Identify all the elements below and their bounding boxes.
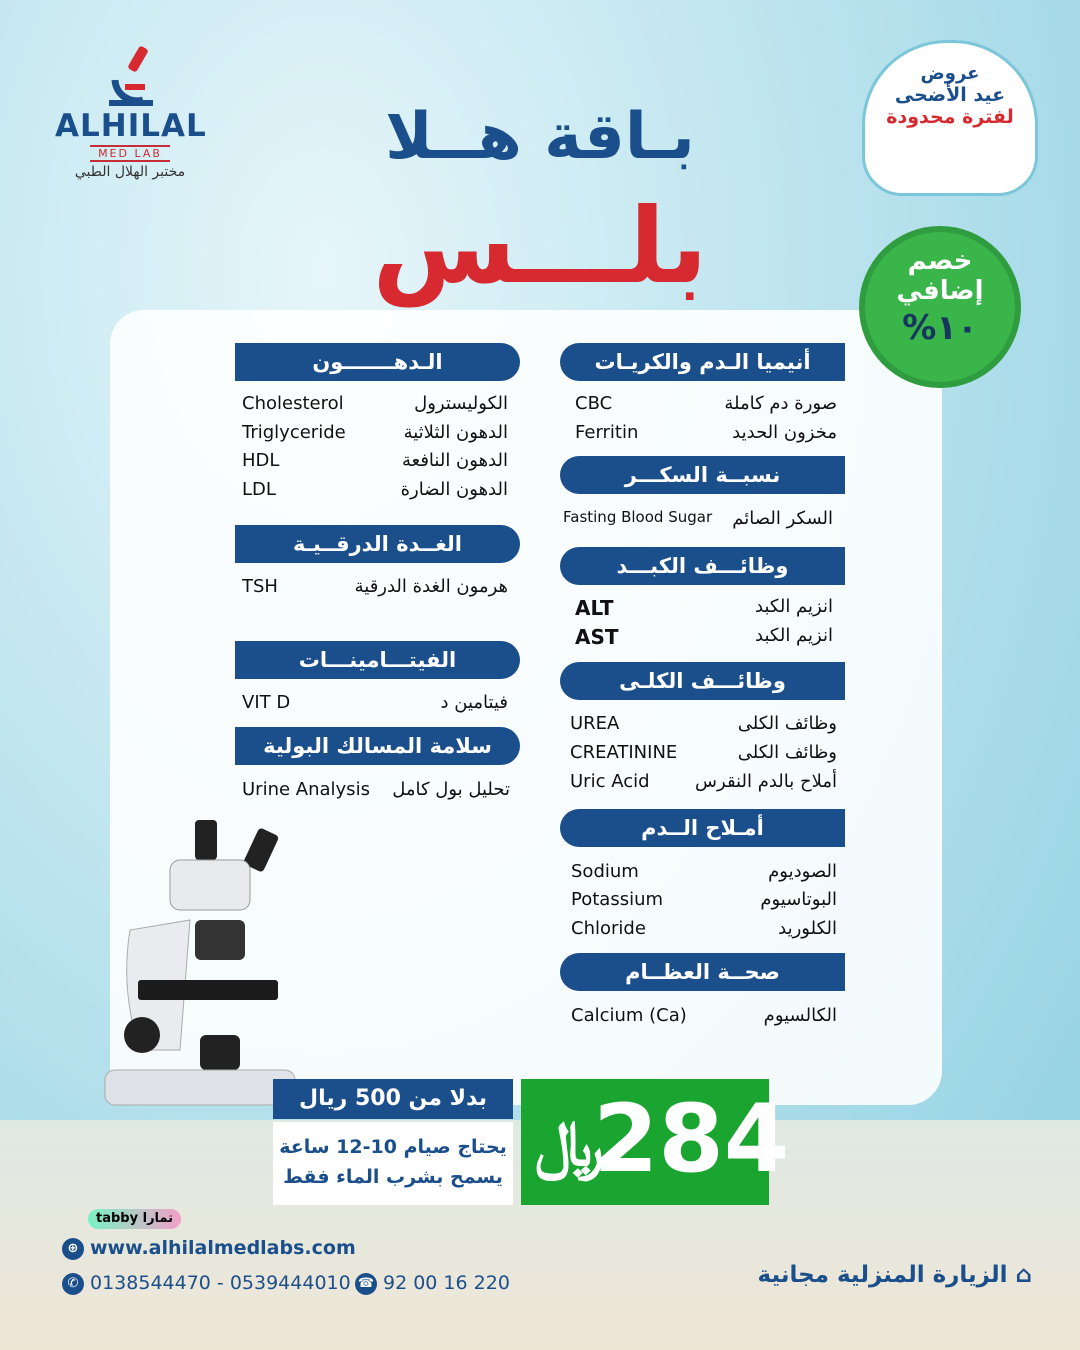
test-ar: انزيم الكبد xyxy=(755,596,833,617)
discount-line3: %١٠ xyxy=(902,308,978,348)
test-en: HDL xyxy=(242,450,280,471)
test-ar: الكالسيوم xyxy=(763,1005,837,1026)
discount-line1: خصم xyxy=(907,246,973,276)
test-en: Triglyceride xyxy=(242,422,346,443)
test-en: UREA xyxy=(570,713,620,734)
section-anemia-title: أنيميا الـدم والكريـات xyxy=(560,343,845,381)
riyal-icon: ﷼ xyxy=(535,1107,604,1180)
payment-badge: tabby تمارا xyxy=(88,1209,181,1229)
test-ar: السكر الصائم xyxy=(732,508,833,529)
test-ar: مخزون الحديد xyxy=(732,422,837,443)
test-ar: فيتامين د xyxy=(440,692,508,713)
microscope-logo-icon xyxy=(95,40,165,110)
test-en: AST xyxy=(575,625,619,649)
table-row xyxy=(570,771,837,799)
test-en: Potassium xyxy=(571,889,664,910)
test-ar: الكوليسترول xyxy=(414,393,508,414)
hotline[interactable] xyxy=(355,1272,510,1295)
brand-sub: MED LAB xyxy=(90,145,170,162)
test-ar: أملاح بالدم النقرس xyxy=(695,771,837,792)
section-lipids-title: الـدهـــــــون xyxy=(235,343,520,381)
test-ar: الكلوريد xyxy=(778,918,837,939)
table-row xyxy=(570,713,837,741)
website-text: www.alhilalmedlabs.com xyxy=(90,1237,356,1259)
test-ar: الدهون الثلاثية xyxy=(403,422,508,443)
hotline-text: 92 00 16 220 xyxy=(383,1272,510,1294)
test-en: Urine Analysis xyxy=(242,779,370,800)
price-box xyxy=(521,1079,790,1205)
home-visit-text: الزيارة المنزلية مجانية xyxy=(757,1262,1008,1288)
section-thyroid-title: الغــدة الدرقــيـة xyxy=(235,525,520,563)
table-row xyxy=(571,918,837,946)
package-title-plus: بلـــس xyxy=(372,185,708,307)
table-row xyxy=(242,393,508,421)
test-en: Chloride xyxy=(571,918,646,939)
test-en: Uric Acid xyxy=(570,771,650,792)
test-en: ALT xyxy=(575,596,614,620)
table-row xyxy=(575,596,833,624)
table-row xyxy=(570,742,837,770)
table-row xyxy=(575,422,837,450)
test-ar: انزيم الكبد xyxy=(755,625,833,646)
section-sugar-title: نسبــة السكـــر xyxy=(560,456,845,494)
package-title: بـاقة هــلا xyxy=(385,100,695,174)
fasting-note xyxy=(273,1122,513,1205)
table-row xyxy=(242,779,510,807)
test-ar: تحليل بول كامل xyxy=(392,779,510,800)
old-price: بدلا من 500 ريال xyxy=(273,1079,513,1119)
test-en: VIT D xyxy=(242,692,291,713)
brand-logo xyxy=(55,40,205,180)
brand-arabic: مختبر الهلال الطبي xyxy=(74,164,186,180)
offer-line2: عيد الأضحى xyxy=(894,84,1006,106)
test-ar: الدهون النافعة xyxy=(401,450,508,471)
test-ar: صورة دم كاملة xyxy=(724,393,837,414)
section-salts-title: أمـلاح الــدم xyxy=(560,809,845,847)
test-ar: وظائف الكلى xyxy=(737,742,837,763)
test-en: TSH xyxy=(242,576,278,597)
table-row xyxy=(242,450,508,478)
test-en: Cholesterol xyxy=(242,393,344,414)
table-row xyxy=(571,1005,837,1033)
website-link[interactable] xyxy=(62,1237,356,1260)
table-row xyxy=(575,393,837,421)
test-ar: وظائف الكلى xyxy=(737,713,837,734)
section-urine-title: سلامة المسالك البولية xyxy=(235,727,520,765)
test-en: LDL xyxy=(242,479,276,500)
table-row xyxy=(242,479,508,507)
offer-line3: لفترة محدودة xyxy=(886,106,1014,128)
test-en: Calcium (Ca) xyxy=(571,1005,687,1026)
fasting-note-line2: يسمح بشرب الماء فقط xyxy=(283,1166,503,1188)
eid-offer-badge xyxy=(862,40,1038,196)
table-row xyxy=(563,508,833,536)
test-ar: هرمون الغدة الدرقية xyxy=(354,576,508,597)
microscope-icon xyxy=(100,810,300,1120)
phones-text: 0138544470 - 0539444010 xyxy=(90,1272,351,1294)
table-row xyxy=(571,889,837,917)
globe-icon: ⊕ xyxy=(62,1238,84,1260)
whatsapp-icon: ✆ xyxy=(62,1273,84,1295)
section-bones-title: صحــة العظــام xyxy=(560,953,845,991)
fasting-note-line1: يحتاج صيام 10-12 ساعة xyxy=(279,1136,507,1158)
table-row xyxy=(242,692,508,720)
test-en: Ferritin xyxy=(575,422,639,443)
table-row xyxy=(571,861,837,889)
home-location-icon: ⌂ xyxy=(1015,1262,1032,1288)
test-ar: البوتاسيوم xyxy=(760,889,837,910)
table-row xyxy=(575,625,833,653)
test-en: CREATININE xyxy=(570,742,678,763)
test-en: Sodium xyxy=(571,861,639,882)
test-ar: الصوديوم xyxy=(768,861,837,882)
offer-line1: عروض xyxy=(920,63,980,84)
discount-badge xyxy=(865,232,1015,382)
test-ar: الدهون الضارة xyxy=(400,479,508,500)
section-liver-title: وظائـــف الكبـــد xyxy=(560,547,845,585)
discount-line2: إضافي xyxy=(896,276,984,306)
table-row xyxy=(242,422,508,450)
home-visit xyxy=(758,1262,1032,1288)
test-en: CBC xyxy=(575,393,613,414)
phone-numbers[interactable] xyxy=(62,1272,351,1295)
table-row xyxy=(242,576,508,604)
section-kidney-title: وظائـــف الكلـى xyxy=(560,662,845,700)
test-en: Fasting Blood Sugar xyxy=(563,508,713,526)
price-value: 284 xyxy=(593,1085,790,1194)
brand-name: ALHILAL xyxy=(55,108,207,144)
section-vitamins-title: الفيتـــامينـــات xyxy=(235,641,520,679)
phone-icon: ☎ xyxy=(355,1273,377,1295)
